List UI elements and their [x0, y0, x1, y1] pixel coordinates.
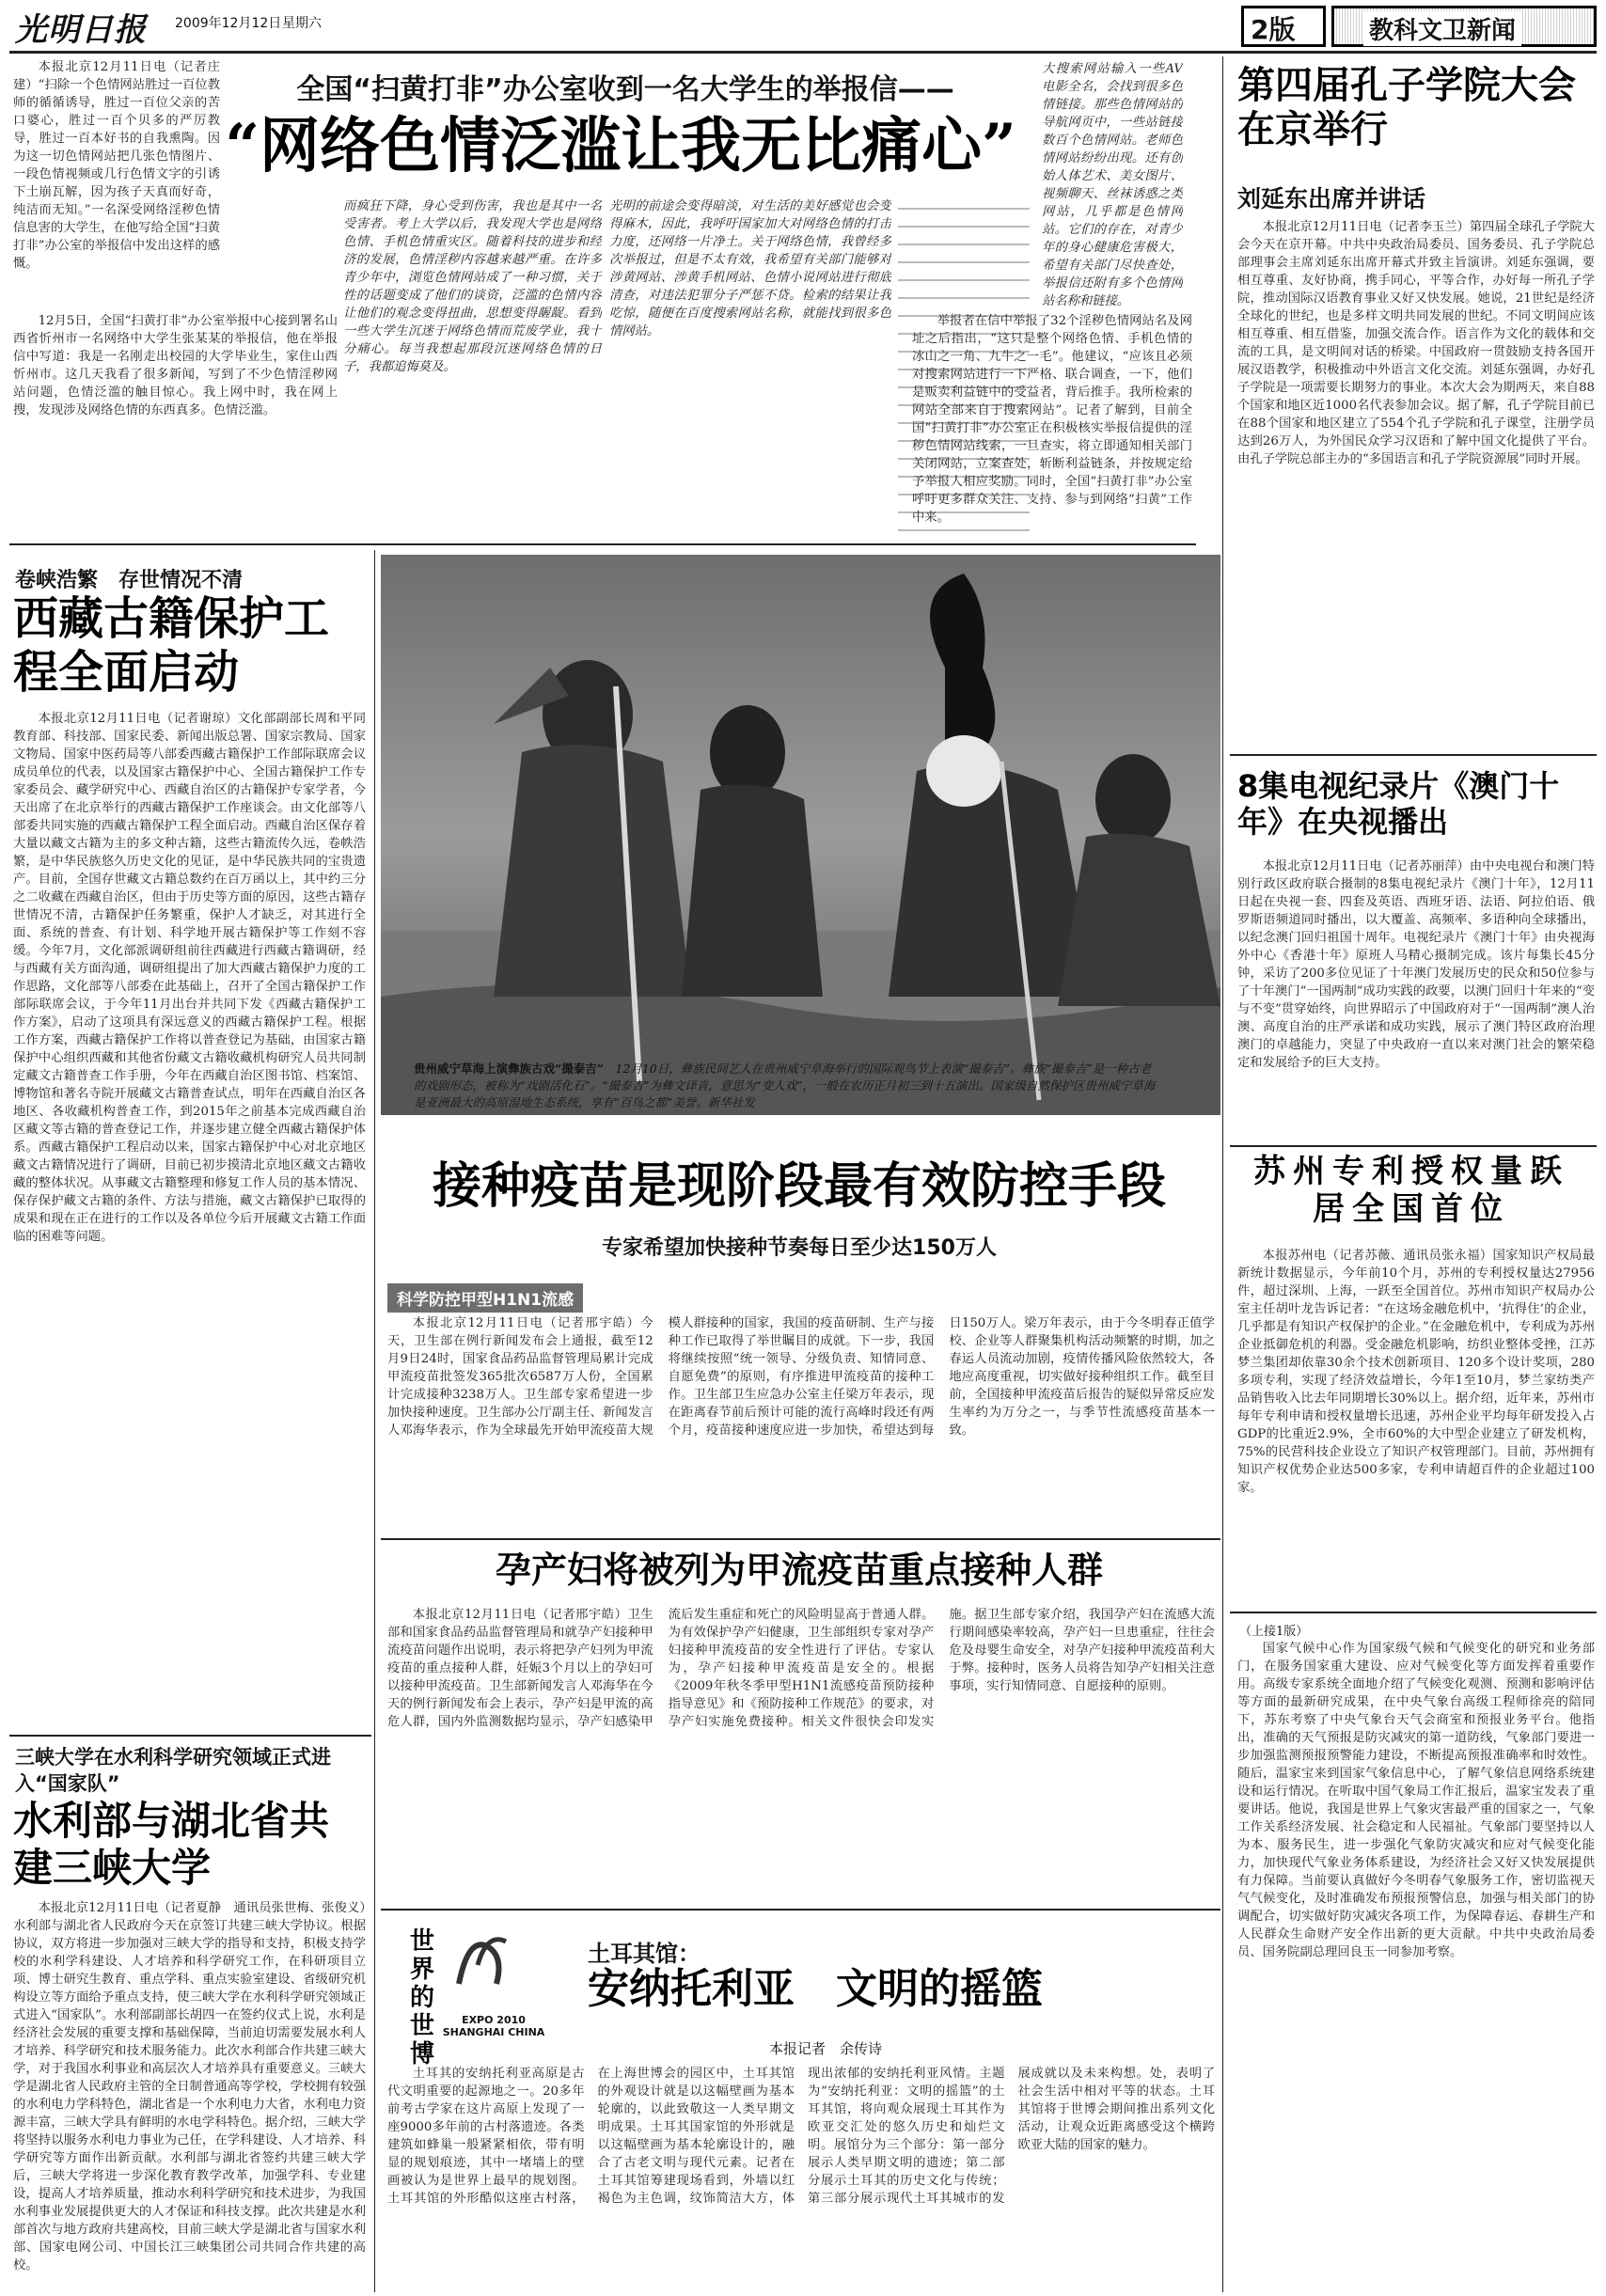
masthead-date: 2009年12月12日 [175, 16, 282, 31]
s8-title: 孕产妇将被列为甲流疫苗重点接种人群 [495, 1549, 1103, 1591]
s9-byline: 本报记者 余传诗 [769, 2040, 883, 2057]
s9-text: 土耳其的安纳托利亚高原是古代文明重要的起源地之一。20多年前考古学家在这片高原上发现了一座9000多年前的古村落遗迹。各类建筑如蜂巢一般紧紧相依，带有明显的规划痕迹，其中一堵墙上的壁画被认为是世界上最早的规划图。土耳其馆的外形酷似这座古村落，在上海世博会的园区中，土耳其馆的外观设计就是以这幅壁画为基本轮廓的，以此致敬这一人类早期文明成果。土耳其国家馆的外形就是以这幅壁画为基本轮廓设计的，融合了古老文明与现代元素。记者在土耳其馆筹建现场看到，外墙以红褐色为主色调，纹饰简洁大方，体现出浓郁的安纳托利亚风情。主题为“安纳托利亚：文明的摇篮”的土耳其馆，将向观众展现土耳其作为欧亚交汇处的悠久历史和灿烂文明。展馆分为三个部分：第一部分展示人类早期文明的遗迹；第二部分展示土耳其的历史文化与传统；第三部分展示现代土耳其城市的发展成就以及未来构想。处，表明了社会生活中相对平等的状态。土耳其馆将于世博会期间推出系列文化活动，让观众近距离感受这个横跨欧亚大陆的国家的魅力。 [387, 2067, 1215, 2206]
news-photo [381, 555, 1220, 1115]
left-col-divider [374, 550, 375, 2292]
s7-subtitle: 专家希望加快接种节奏每日至少达150万人 [602, 1236, 997, 1260]
s3-text: 本报北京12月11日电（记者苏丽萍）由中央电视台和澳门特别行政区政府联合摄制的8集电视纪录片《澳门十年》，12月11日起在央视一套、四套及英语、西班牙语、法语、阿拉伯语、俄罗斯语频道同时播出，以大覆盖、高频率、多语种向全球播出，以纪念澳门回归祖国十周年。电视纪录片《澳门十年》由央视海外中心《香港十年》原班人马精心摄制完成。该片每集长45分钟，采访了200多位见证了十年澳门发展历史的民众和50位参与了十年澳门“一国两制”成功实践的政要，以澳门回归十年来的“变与不变”贯穿始终，向世界昭示了中国政府对于“一国两制”澳人治澳、高度自治的庄严承诺和成功实践，展示了澳门特区政府治理澳门的卓越能力，突显了中央政府一直以来对澳门社会的繁荣稳定和发展给予的巨大支持。 [1237, 859, 1595, 1070]
s10-label: （上接1版） [1239, 1625, 1309, 1639]
s5-text: 本报北京12月11日电（记者谢琼）文化部副部长周和平同教育部、科技部、国家民委、新闻出版总署、国家宗教局、国家文物局、国家中医药局等八部委西藏古籍保护工作部际联席会议成员单位的代表，以及国家古籍保护中心、全国古籍保护工作专家委员会、藏学研究中心、西藏自治区的古籍保护专家学者，今天出席了在北京举行的西藏古籍保护工作座谈会。由文化部等八部委共同实施的西藏古籍保护工程全面启动。西藏自治区保存着大量以藏文古籍为主的多文种古籍，这些古籍流传久远，卷帙浩繁，是中华民族悠久历史文化的见证，是中华民族共同的宝贵遗产。目前，全国存世藏文古籍总数约在百万函以上，其中约三分之二收藏在西藏自治区，但由于历史等方面的原因，这些古籍存世情况不清，古籍保护任务繁重，保护人才缺乏，对其进行全面、系统的普查、有计划、科学地开展古籍保护等工作刻不容缓。今年7月，文化部派调研组前往西藏进行西藏古籍调研，经与西藏有关方面沟通，调研组提出了加大西藏古籍保护力度的工作思路，文化部等八部委在此基础上，召开了全国古籍保护工作部际联席会议，于今年11月出台并共同下发《西藏古籍保护工作方案》，启动了这项具有深远意义的西藏古籍保护工程。根据工作方案，西藏古籍保护工作将以普查登记为基础，由国家古籍保护中心组织西藏和其他省份藏文古籍收藏机构研究人员共同制定藏文古籍普查工作手册，今年在西藏自治区图书馆、档案馆、博物馆和著名寺院开展藏文古籍普查试点，明年在西藏自治区各地区、各收藏机构普查工作，到2015年之前基本完成西藏自治区藏文等古籍的普查登记工作，并逐步建立健全西藏古籍保护体系。西藏古籍保护工程启动以来，国家古籍保护中心对北京地区藏文古籍情况进行了调研，目前已初步摸清北京地区藏文古籍收藏的整体状况。从事藏文古籍整理和修复工作人员的基本情况、保存保护藏文古籍的条件、方法与措施，藏文古籍保护已取得的成果和现在正在进行的工作以及各单位今后开展藏文古籍工作面临的困难等问题。 [13, 712, 366, 1244]
s9-kicker: 土耳其馆： [588, 1941, 701, 1967]
photo-illustration [381, 555, 1220, 1115]
masthead-logo: 光明日报 [15, 11, 147, 49]
s4-bottom-rule [1230, 1612, 1597, 1613]
s2-title: 第四届孔子学院大会在京举行 [1237, 64, 1576, 152]
s1-col4: 大搜索网站输入一些AV电影全名，会找到很多色情链接。那些色情网站的导航网页中，一些站链接数百个色情网站。老师色情网站纷纷出现。还有创始人体艺术、美女图片、视频聊天、丝袜诱惑之类网站，几乎都是色情网站。它们的存在，对青少年的身心健康危害极大，希望有关部门尽快查处，举报信还附有多个色情网站名称和链接。 [1042, 62, 1183, 308]
right-col-divider [1222, 56, 1223, 2292]
photo-caption-label: 贵州威宁草海上演彝族古戏“撮泰吉” [414, 1062, 604, 1076]
s7-bottom-rule [381, 1538, 1220, 1540]
expo-label: 世界的世博 [410, 1927, 435, 2068]
s7-label-text: 科学防控甲型H1N1流感 [387, 1283, 583, 1313]
s1-title: “网络色情泛滥让我无比痛心” [225, 111, 1016, 181]
s4-text: 本报苏州电（记者苏薇、通讯员张永福）国家知识产权局最新统计数据显示，今年前10个月，苏州的专利授权量达27956件，超过深圳、上海，一跃至全国首位。苏州市知识产权局办公室主任胡叶龙告诉记者：“在这场金融危机中，‘抗得住’的企业，几乎都是有知识产权保护的企业。”在金融危机中，专利成为苏州企业抵御危机的利器。受金融危机影响，纺织业整体受挫，江苏梦兰集团却依靠30余个技术创新项目、120多个设计奖项，280多项专利，实现了经济效益增长，今年1至10月，梦兰家纺类产品销售收入比去年同期增长30%以上。据介绍，近年来，苏州市每年专利申请和授权量增长迅速，苏州企业平均每年研发投入占GDP的比重近2.9%，全市60%的大中型企业建立了研发机构，75%的民营科技企业设立了知识产权管理部门。目前，苏州拥有知识产权优势企业达500多家，专利申请超百件的企业超过100家。 [1237, 1249, 1595, 1495]
expo-logo-icon [449, 1927, 525, 2012]
s6-text: 本报北京12月11日电（记者夏静 通讯员张世梅、张俊义）水利部与湖北省人民政府今天在京签订共建三峡大学协议。根据协议，双方将进一步加强对三峡大学的指导和支持，积极支持学校的水利学科建设、人才培养和科学研究工作，在科研项目立项、博士研究生教育、重点学科、重点实验室建设、省级研究机构设立等方面给予重点支持，使三峡大学在水利科学研究领域正式进入“国家队”。水利部副部长胡四一在签约仪式上说，水利是经济社会发展的重要支撑和基础保障，当前迫切需要发展水利人才培养、科学研究和技术服务能力。此次水利部合作共建三峡大学，对于我国水利事业和高层次人才培养具有重要意义。三峡大学是湖北省人民政府主管的全日制普通高等学校，学校拥有较强的水利电力学科特色，湖北省是一个水利电力大省，水利电力资源丰富，三峡大学具有鲜明的水电学科特色。据介绍，三峡大学将坚持以服务水利电力事业为己任，在学科建设、人才培养、科学研究等方面作出新贡献。水利部与湖北省签约共建三峡大学后，三峡大学将进一步深化教育教学改革，加强学科、专业建设，提高人才培养质量，推动水利科学研究和技术进步，为我国水利事业发展提供更大的人才保证和科技支撑。此次共建是水利部首次与地方政府共建高校，目前三峡大学是湖北省与国家水利部、国家电网公司、中国长江三峡集团公司共同合作共建的高校。 [13, 1901, 366, 2272]
s2-text: 本报北京12月11日电（记者李玉兰）第四届全球孔子学院大会今天在京开幕。中共中央政治局委员、国务委员、孔子学院总部理事会主席刘延东出席开幕式并致主旨演讲。刘延东强调，要相互尊重、友好协商，携手同心，平等合作，办好每一所孔子学院，推动国际汉语教育事业又好又快发展。她说，21世纪是经济全球化的世纪，也是多样文明共同发展的世纪。不同文明间应该相互尊重、相互借鉴，加强交流合作。语言作为文化的载体和交流的工具，是文明间对话的桥梁。中国政府一贯鼓励支持各国开展汉语教学，积极推动中外语言文化交流。刘延东强调，办好孔子学院是一项需要长期努力的事业。本次大会为期两天，来自88个国家和地区近1000名代表参加会议。据了解，孔子学院目前已在88个国家和地区建立了554个孔子学院和孔子课堂，注册学员达到26万人，为外国民众学习汉语和了解中国文化提供了平台。由孔子学院总部主办的“多国语言和孔子学院资源展”同时开展。 [1237, 220, 1595, 466]
s1-lead: 本报北京12月11日电（记者庄建）“扫除一个色情网站胜过一百位教师的循循诱导，胜过一百位父亲的苦口婆心，胜过一百个贝多的严厉教导，胜过一百本好书的自我熏陶。因为这一切色情网站把几张色情图片、一段色情视频或几行色情文字的引诱下土崩瓦解，因为孩子天真而好奇，纯洁而无知。”一名深受网络淫秽色情信息害的大学生，在他写给全国“扫黄打非”办公室的举报信中发出这样的感慨。 [13, 60, 220, 271]
expo-brand: EXPO 2010 SHANGHAI CHINA [442, 2014, 545, 2038]
s5-kicker: 卷峡浩繁 存世情况不清 [15, 569, 244, 592]
s1-bottom-rule [9, 543, 1196, 545]
s8-text: 本报北京12月11日电（记者邢宇皓）卫生部和国家食品药品监督管理局和就孕产妇接种甲流疫苗问题作出说明，表示将把孕产妇列为甲流疫苗的重点接种人群，妊娠3个月以上的孕妇可以接种甲流疫苗。卫生部新闻发言人邓海华在今天的例行新闻发布会上表示，孕产妇是甲流的高危人群，国内外监测数据均显示，孕产妇感染甲流后发生重症和死亡的风险明显高于普通人群。为有效保护孕产妇健康，卫生部组织专家对孕产妇接种甲流疫苗的安全性进行了评估。专家认为，孕产妇接种甲流疫苗是安全的。根据《2009年秋冬季甲型H1N1流感疫苗预防接种指导意见》和《预防接种工作规范》的要求，对孕产妇实施免费接种。相关文件很快会印发实施。据卫生部专家介绍，我国孕产妇在流感大流行期间感染率较高，孕产妇一旦患重症，往往会危及母婴生命安全，对孕产妇接种甲流疫苗利大于弊。接种时，医务人员将告知孕产妇相关注意事项，实行知情同意、自愿接种的原则。 [387, 1608, 1215, 1729]
s1-col2: 而疯狂下降，身心受到伤害，我也是其中一名受害者。考上大学以后，我发现大学也是网络色情、手机色情重灾区。随着科技的进步和经济的发展，色情淫秽内容越来越严重。在许多青少年中，浏览色情网站成了一种习惯，关于性的话题变成了他们的谈资，泛滥的色情内容让他们的观念变得扭曲，思想变得龌龊。看到一些大学生沉迷于网络色情而荒废学业，我十分痛心。每当我想起那段沉迷网络色情的日子，我都追悔莫及。 [343, 199, 602, 374]
section-name: 教科文卫新闻 [1363, 11, 1521, 46]
masthead-rule [9, 51, 1597, 54]
s5-title: 西藏古籍保护工程全面启动 [13, 592, 330, 699]
page-number: 2版 [1251, 14, 1296, 45]
s7-text: 本报北京12月11日电（记者邢宇皓）今天，卫生部在例行新闻发布会上通报，截至12月9日24时，国家食品药品监督管理局累计完成甲流疫苗批签发365批次6587万人份，全国累计完成接种3238万人。卫生部专家希望进一步加快接种速度。卫生部办公厅副主任、新闻发言人邓海华表示，作为全球最先开始甲流疫苗大规模人群接种的国家，我国的疫苗研制、生产与接种工作已取得了举世瞩目的成就。下一步，我国将继续按照“统一领导、分级负责、知情同意、自愿免费”的原则，有序推进甲流疫苗的接种工作。卫生部卫生应急办公室主任梁万年表示，现在距离春节前后预计可能的流行高峰时段还有两个月，疫苗接种速度应进一步加快，希望达到每日150万人。梁万年表示，由于今冬明春正值学校、企业等人群聚集机构活动频繁的时期，加之春运人员流动加剧，疫情传播风险依然较大，各地应高度重视，切实做好接种组织工作。截至目前，全国接种甲流疫苗后报告的疑似异常反应发生率约为万分之一，与季节性流感疫苗基本一致。 [387, 1316, 1215, 1438]
s9-title: 安纳托利亚 文明的摇篮 [588, 1965, 1043, 2013]
masthead-weekday: 星期六 [282, 16, 322, 31]
s2-bottom-rule [1230, 754, 1597, 756]
s6-title: 水利部与湖北省共建三峡大学 [13, 1798, 330, 1891]
s1-col1: 12月5日，全国“扫黄打非”办公室举报中心接到署名山西省忻州市一名网络中大学生张某某的举报信，他在举报信中写道：我是一名刚走出校园的大学毕业生，家住山西忻州市。这几天我看了很多新闻，写到了不少色情淫秽网站问题，色情泛滥的触目惊心。我上网中时，我在网上搜，发现涉及网络色情的东西真多。色情泛滥。 [13, 314, 338, 417]
photo-caption [414, 1061, 1157, 1111]
s1-kicker: 全国“扫黄打非”办公室收到一名大学生的举报信—— [296, 73, 954, 106]
s2-subtitle: 刘延东出席并讲话 [1237, 185, 1426, 212]
s1-col5: 举报者在信中举报了32个淫秽色情网站名及网址之后指出，“这只是整个网络色情、手机色情的冰山之一角、九牛之一毛”。他建议，“应该且必须对搜索网站进行一下严格、联合调查，一下，他们是贩卖利益链中的受益者，背后推手。我所检索的网站全部来自于搜索网站”。记者了解到，目前全国“扫黄打非”办公室正在积极核实举报信提供的淫秽色情网站线索，一旦查实，将立即通知相关部门关闭网站，立案查处，斩断利益链条，并按规定给予举报人相应奖励。同时，全国“扫黄打非”办公室呼吁更多群众关注、支持、参与到网络“扫黄”工作中来。 [912, 314, 1192, 525]
s1-col3: 光明的前途会变得暗淡，对生活的美好感觉也会变得麻木，因此，我呼吁国家加大对网络色情的打击力度，还网络一片净土。关于网络色情，我曾经多次举报过，但是不太有效，我希望有关部门能够对涉黄网站、涉黄手机网站、色情小说网站进行彻底清查，对违法犯罪分子严惩不贷。检索的结果让我吃惊，随便在百度搜索网站名称，就能找到很多色情网站。 [609, 199, 891, 338]
s3-title: 8集电视纪录片《澳门十年》在央视播出 [1237, 768, 1560, 840]
s7-title: 接种疫苗是现阶段最有效防控手段 [432, 1158, 1166, 1215]
s3-bottom-rule [1230, 1145, 1597, 1147]
s6-kicker: 三峡大学在水利科学研究领域正式进入“国家队” [15, 1746, 331, 1795]
photo-caption-text: 12月10日，彝族民间艺人在贵州威宁草海举行的国际观鸟节上表演“撮泰吉”。彝族“撮泰吉”是一种古老的戏剧形态，被称为“戏剧活化石”。“撮泰吉”为彝文译音，意思为“变人戏”，一般在农历正月初三到十五演出。国家级自然保护区贵州威宁草海是亚洲最大的高原湿地生态系统，享有“百鸟之都”美誉。新华社发 [414, 1062, 1156, 1109]
s10-text: 国家气候中心作为国家级气候和气候变化的研究和业务部门，在服务国家重大建设、应对气候变化等方面发挥着重要作用。高级专家系统全面地介绍了气候变化观测、预测和影响评估等方面的最新研究成果，在中央气象台高级工程师徐亮的陪同下，苏东考察了中央气象台天气会商室和预报业务平台。他指出，准确的天气预报是防灾减灾的第一道防线，气象部门要进一步加强监测预报预警能力建设，不断提高预报准确率和时效性。随后，温家宝来到国家气象信息中心，了解气象信息网络系统建设和运行情况。在听取中国气象局工作汇报后，温家宝发表了重要讲话。他说，我国是世界上气象灾害最严重的国家之一，气象工作关系经济发展、社会稳定和人民福祉。气象部门要坚持以人为本、服务民生，进一步强化气象防灾减灾和应对气候变化能力，加快现代气象业务体系建设，为经济社会又好又快发展提供有力保障。当前要认真做好今冬明春气象服务工作，密切监视天气气候变化，及时准确发布预报预警信息，加强与相关部门的协调配合，切实做好防灾减灾各项工作，为保障春运、春耕生产和人民群众生命财产安全作出新的更大贡献。中共中央政治局委员、国务院副总理回良玉一同参加考察。 [1237, 1642, 1595, 1959]
s4-title: 苏州专利授权量跃居全国首位 [1253, 1153, 1569, 1229]
s5-bottom-rule [9, 1735, 371, 1737]
s7-label [387, 1283, 583, 1313]
s8-bottom-rule [381, 1909, 1220, 1911]
